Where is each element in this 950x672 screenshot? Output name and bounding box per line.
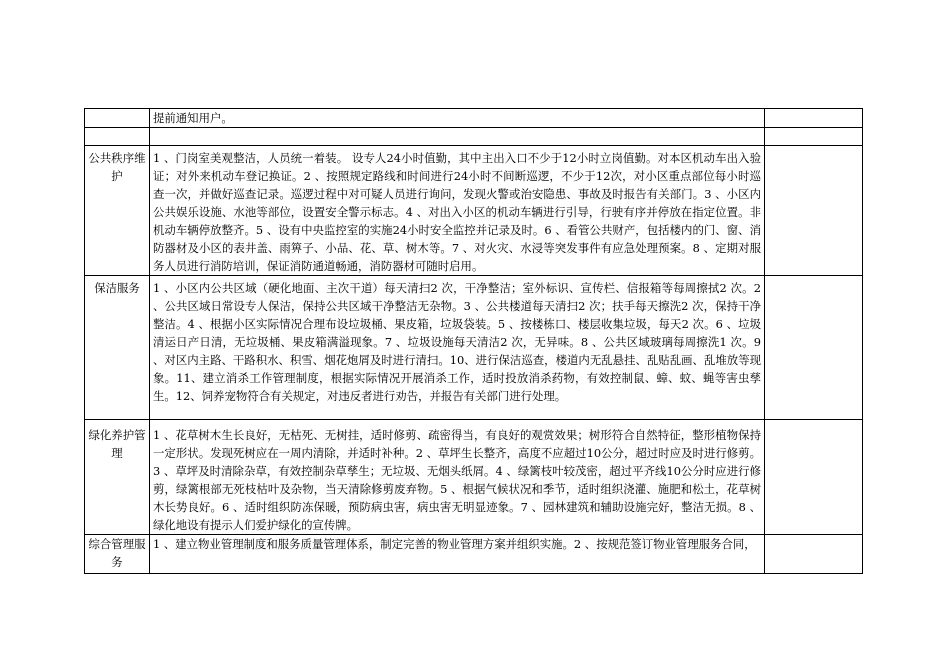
- row-label-public-order: 公共秩序维护: [85, 146, 150, 276]
- row-content-general-management: 1 、建立物业管理制度和服务质量管理体系，制定完善的物业管理方案并组织实施。2 、按规范签订物业管理服务合同，: [150, 535, 765, 574]
- row-label: [85, 109, 150, 128]
- blank-cell: [765, 420, 863, 535]
- service-standards-table: [84, 108, 863, 574]
- table-row: [85, 420, 863, 535]
- table-row: [85, 535, 863, 574]
- blank-cell: [765, 128, 863, 146]
- blank-cell: [765, 146, 863, 276]
- table-row: [85, 109, 863, 128]
- row-content: 提前通知用户。: [150, 109, 765, 128]
- row-label: [85, 128, 150, 146]
- row-content-greening: 1 、花草树木生长良好，无枯死、无树挂，适时修剪、疏密得当，有良好的观赏效果；树形符合自然特征，整形植物保持一定形状。发现死树应在一周内清除，并适时补种。2 、草坪生长整齐，高度不应超过10公分，超过时应及时进行修剪。3 、草坪及时清除杂草，有效控制杂草孳生；无垃圾、无烟头纸屑。4 、绿篱枝叶较茂密，超过平齐线10公分时应进行修剪，绿篱根部无死枝枯叶及杂物，当天清除修剪废弃物。5 、根据气候状况和季节，适时组织浇灌、施肥和松土，花草树木长势良好。6 、适时组织防冻保暖，预防病虫害，病虫害无明显迹象。7 、园林建筑和辅助设施完好，整洁无损。8 、绿化地设有提示人们爱护绿化的宣传牌。: [150, 420, 765, 535]
- table-row: [85, 276, 863, 420]
- table-row: [85, 128, 863, 146]
- blank-cell: [765, 109, 863, 128]
- table-row: [85, 146, 863, 276]
- row-label-cleaning: 保洁服务: [85, 276, 150, 420]
- row-content-cleaning: 1 、小区内公共区域（硬化地面、主次干道）每天清扫2 次，干净整洁；室外标识、宣传栏、信报箱等每周擦拭2 次。2 、公共区域日常设专人保洁，保持公共区域干净整洁无杂物。3 、公共楼道每天清扫2 次；扶手每天擦洗2 次，保持干净整洁。4 、根据小区实际情况合理布设垃圾桶、果皮箱，垃圾袋装。5 、按楼栋口、楼层收集垃圾，每天2 次。6 、垃圾清运日产日清，无垃圾桶、果皮箱满溢现象。7 、垃圾设施每天清洁2 次，无异味。8 、公共区域玻璃每周擦洗1 次。9 、对区内主路、干路积水、积雪、烟花炮屑及时进行清扫。10、进行保洁巡查，楼道内无乱悬挂、乱贴乱画、乱堆放等现象。11、建立消杀工作管理制度，根据实际情况开展消杀工作，适时投放消杀药物，有效控制鼠、蟑、蚊、蝇等害虫孳生。12、饲养宠物符合有关规定，对违反者进行劝告，并报告有关部门进行处理。: [150, 276, 765, 420]
- row-label-greening: 绿化养护管理: [85, 420, 150, 535]
- row-content-public-order: 1 、门岗室美观整洁，人员统一着装。 设专人24小时值勤，其中主出入口不少于12小时立岗值勤。对本区机动车出入验证；对外来机动车登记换证。2 、按照规定路线和时间进行24小时不间断巡逻，不少于12次，对小区重点部位每小时巡查一次，并做好巡查记录。巡逻过程中对可疑人员进行询问，发现火警或治安隐患、事故及时报告有关部门。3 、小区内公共娱乐设施、水池等部位，设置安全警示标志。4 、对出入小区的机动车辆进行引导，行驶有序并停放在指定位置。非机动车辆停放整齐。5 、设有中央监控室的实施24小时安全监控并记录及时。6 、看管公共财产，包括楼内的门、窗、消防器材及小区的表井盖、雨箅子、小品、花、草、树木等。7 、对火灾、水浸等突发事件有应急处理预案。8 、定期对服务人员进行消防培训，保证消防通道畅通，消防器材可随时启用。: [150, 146, 765, 276]
- row-content: [150, 128, 765, 146]
- blank-cell: [765, 276, 863, 420]
- row-label-general-management: 综合管理服务: [85, 535, 150, 574]
- blank-cell: [765, 535, 863, 574]
